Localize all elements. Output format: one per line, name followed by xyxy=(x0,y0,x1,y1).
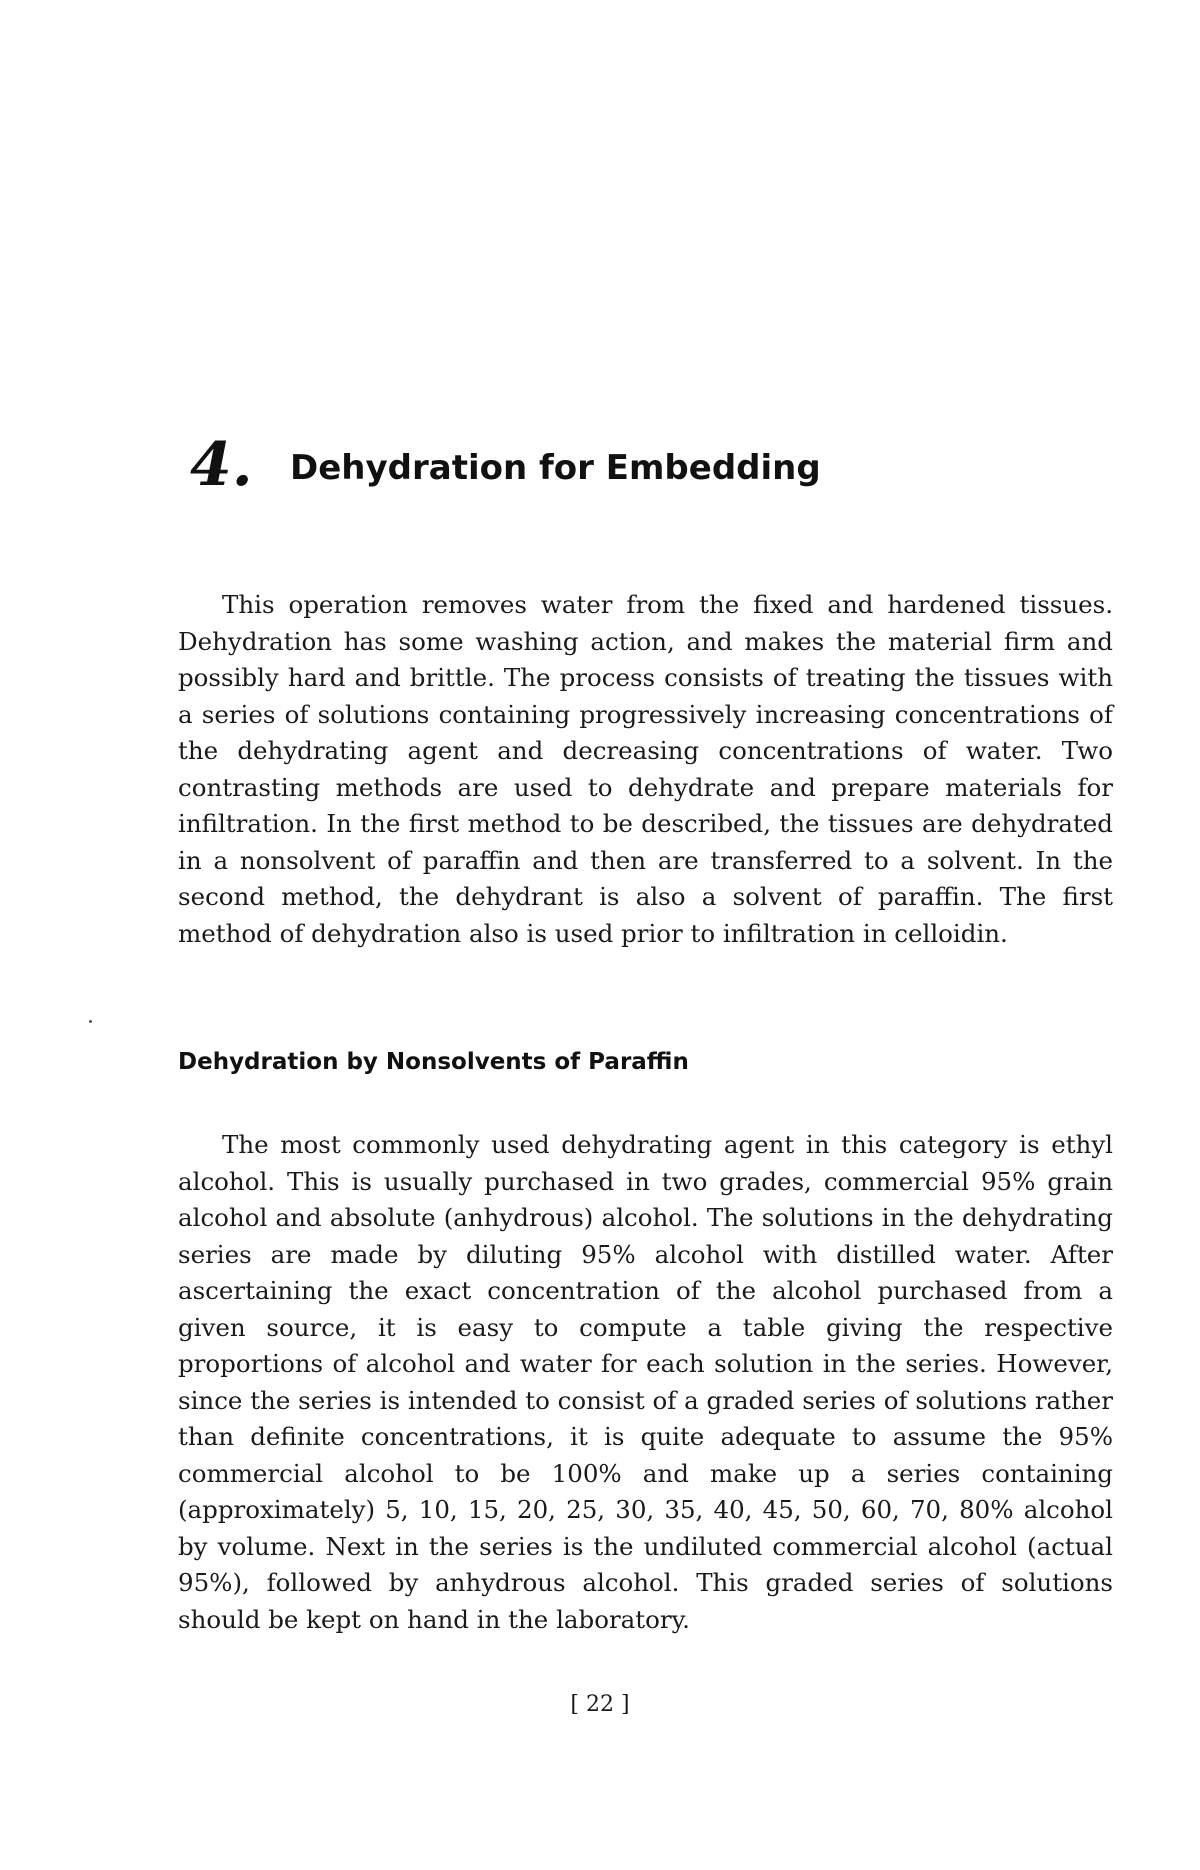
chapter-title: Dehydration for Embedding xyxy=(290,448,821,488)
chapter-number: 4. xyxy=(190,430,253,500)
page-number: [ 22 ] xyxy=(570,1692,630,1717)
intro-paragraph: This operation removes water from the fixed and hardened tissues. Dehydration has some washing action, and makes the material firm and possibly hard and brittle. The process consists of treating the tissues with a series of solutions containing progressively increasing concentrations of the dehydrating agent and decreasing concentrations of water. Two contrasting methods are used to dehydrate and prepare materials for infiltration. In the first method to be described, the tissues are dehydrated in a nonsolvent of paraffin and then are transferred to a solvent. In the second method, the dehydrant is also a solvent of paraffin. The first method of dehydration also is used prior to infiltration in celloidin. xyxy=(178,590,1113,948)
chapter-heading xyxy=(190,430,1090,500)
section-heading: Dehydration by Nonsolvents of Paraffin xyxy=(178,1049,689,1075)
section-paragraph: The most commonly used dehydrating agent in this category is ethyl alcohol. This is usually purchased in two grades, commercial 95% grain alcohol and absolute (anhydrous) alcohol. The solutions in the dehydrating series are made by diluting 95% alcohol with distilled water. After ascertaining the exact concentration of the alcohol purchased from a given source, it is easy to compute a table giving the respective proportions of alcohol and water for each solution in the series. However, since the series is intended to consist of a graded series of solutions rather than definite concentrations, it is quite adequate to assume the 95% commercial alcohol to be 100% and make up a series containing (approximately) 5, 10, 15, 20, 25, 30, 35, 40, 45, 50, 60, 70, 80% alcohol by volume. Next in the series is the undiluted commercial alcohol (actual 95%), followed by anhydrous alcohol. This graded series of solutions should be kept on hand in the laboratory. xyxy=(178,1130,1113,1634)
stray-mark xyxy=(89,1020,92,1023)
